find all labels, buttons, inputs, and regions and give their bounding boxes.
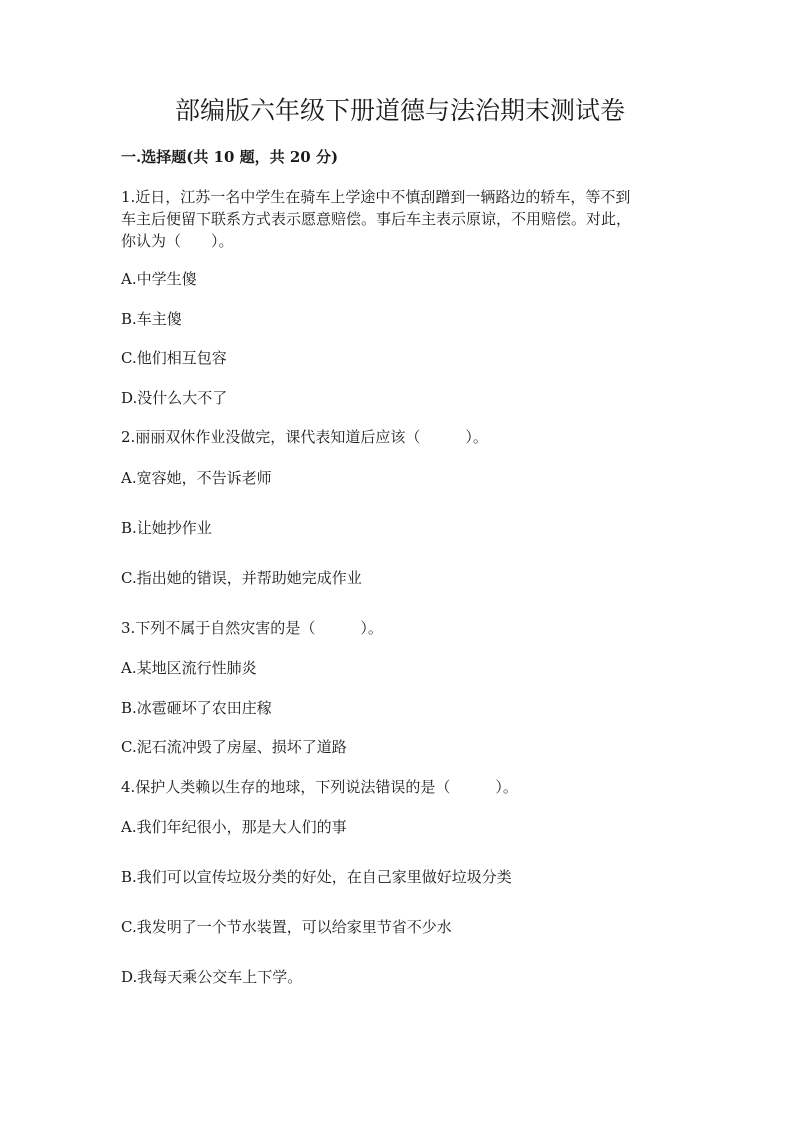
question-4-option-c: C.我发明了一个节水装置，可以给家里节省不少水 bbox=[121, 918, 452, 936]
question-1-stem-line-1: 1.近日，江苏一名中学生在骑车上学途中不慎刮蹭到一辆路边的轿车，等不到 bbox=[121, 188, 631, 206]
question-3-option-b: B.冰雹砸坏了农田庄稼 bbox=[121, 699, 272, 717]
question-2-option-c: C.指出她的错误，并帮助她完成作业 bbox=[121, 569, 362, 587]
question-3-option-a: A.某地区流行性肺炎 bbox=[121, 659, 257, 677]
question-2-stem: 2.丽丽双休作业没做完，课代表知道后应该（ ）。 bbox=[121, 428, 488, 446]
question-1-option-b: B.车主傻 bbox=[121, 310, 182, 328]
question-3-stem: 3.下列不属于自然灾害的是（ ）。 bbox=[121, 619, 383, 637]
section-heading: 一.选择题(共 10 题，共 20 分) bbox=[121, 148, 339, 166]
page-title: 部编版六年级下册道德与法治期末测试卷 bbox=[174, 96, 625, 125]
question-4-option-a: A.我们年纪很小，那是大人们的事 bbox=[121, 818, 347, 836]
question-1-stem-line-2: 车主后便留下联系方式表示愿意赔偿。事后车主表示原谅，不用赔偿。对此， bbox=[121, 210, 632, 228]
question-4-option-d: D.我每天乘公交车上下学。 bbox=[121, 968, 303, 986]
question-2-option-b: B.让她抄作业 bbox=[121, 519, 212, 537]
question-1-stem-line-3: 你认为（ ）。 bbox=[121, 232, 234, 250]
question-1-option-d: D.没什么大不了 bbox=[121, 389, 228, 407]
question-2-option-a: A.宽容她，不告诉老师 bbox=[121, 469, 272, 487]
question-4-option-b: B.我们可以宣传垃圾分类的好处，在自己家里做好垃圾分类 bbox=[121, 868, 512, 886]
question-4-stem: 4.保护人类赖以生存的地球，下列说法错误的是（ ）。 bbox=[121, 778, 518, 796]
question-1-option-c: C.他们相互包容 bbox=[121, 349, 227, 367]
question-3-option-c: C.泥石流冲毁了房屋、损坏了道路 bbox=[121, 738, 347, 756]
question-1-option-a: A.中学生傻 bbox=[121, 270, 197, 288]
